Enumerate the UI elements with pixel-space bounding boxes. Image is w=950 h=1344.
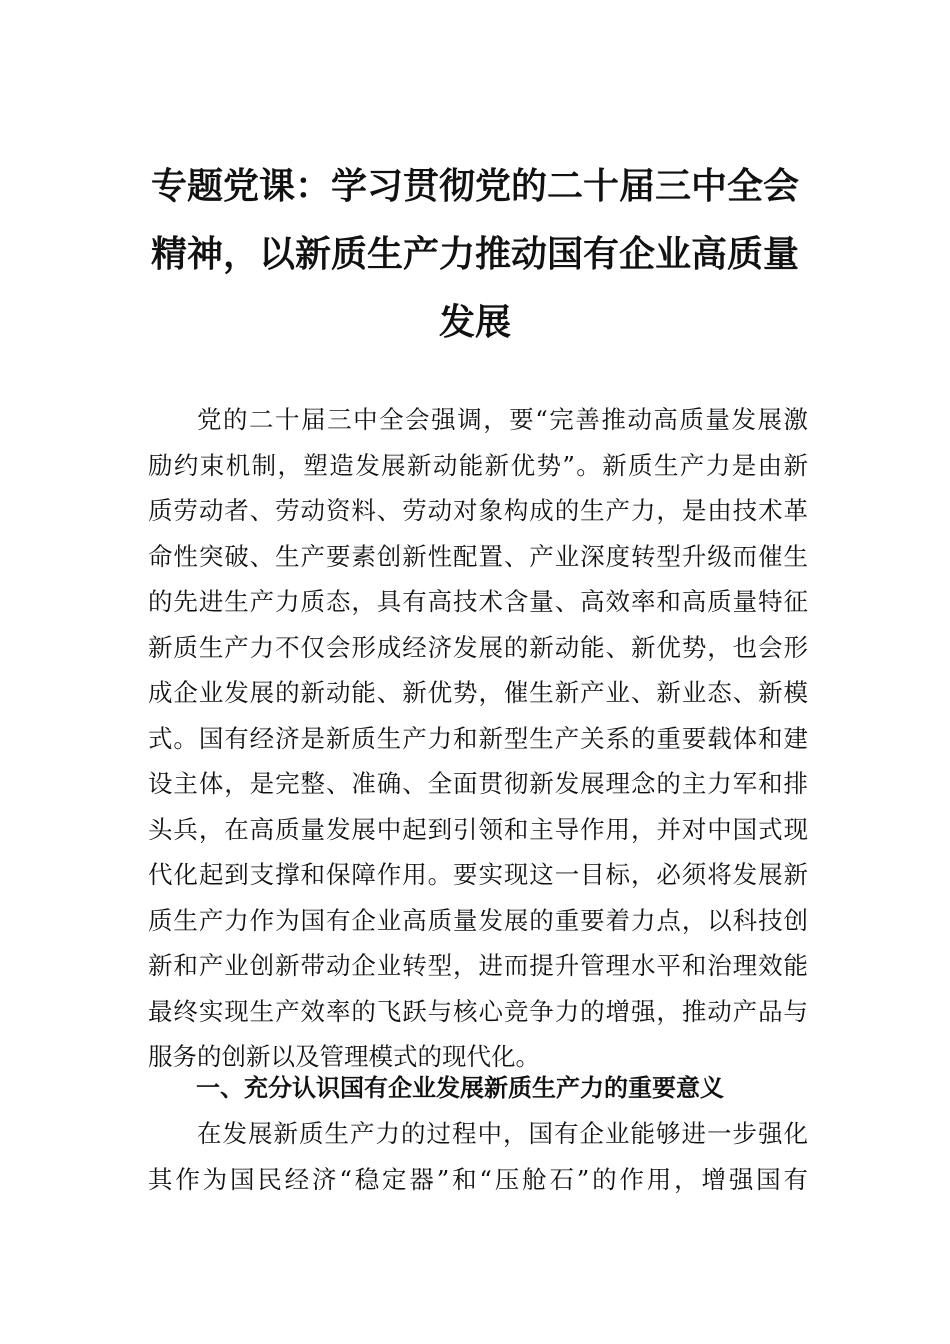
section-paragraph [148, 1111, 808, 1202]
title-line: 专题党课：学习贯彻党的二十届三中全会 [150, 165, 799, 207]
paragraph-line: 质生产力作为国有企业高质量发展的重要着力点，以科技创 [148, 905, 808, 935]
paragraph-line: 头兵，在高质量发展中起到引领和主导作用，并对中国式现 [148, 814, 808, 844]
paragraph-line: 励约束机制，塑造发展新动能新优势”。新质生产力是由新 [148, 450, 808, 480]
paragraph-line: 式。国有经济是新质生产力和新型生产关系的重要载体和建 [148, 723, 808, 753]
paragraph-line: 新和产业创新带动企业转型，进而提升管理水平和治理效能 [148, 951, 808, 980]
paragraph-line: 最终实现生产效率的飞跃与核心竞争力的增强，推动产品与 [148, 996, 808, 1026]
paragraph-line: 党的二十届三中全会强调，要“完善推动高质量发展激 [197, 405, 808, 434]
paragraph-line: 命性突破、生产要素创新性配置、产业深度转型升级而催生 [148, 541, 808, 571]
title-line: 发展 [438, 301, 511, 343]
document-title [148, 152, 802, 356]
paragraph-line: 新质生产力不仅会形成经济发展的新动能、新优势，也会形 [148, 632, 808, 662]
paragraph-line: 代化起到支撑和保障作用。要实现这一目标，必须将发展新 [148, 860, 808, 889]
paragraph-line: 服务的创新以及管理模式的现代化。 [148, 1042, 540, 1071]
title-line: 精神，以新质生产力推动国有企业高质量 [150, 233, 799, 275]
paragraph-line: 的先进生产力质态，具有高技术含量、高效率和高质量特征 [148, 587, 808, 616]
paragraph-line: 其作为国民经济“稳定器”和“压舱石”的作用，增强国有 [148, 1164, 808, 1194]
paragraph-line: 设主体，是完整、准确、全面贯彻新发展理念的主力军和排 [148, 769, 808, 798]
section-heading: 一、充分认识国有企业发展新质生产力的重要意义 [196, 1074, 724, 1102]
paragraph-line: 在发展新质生产力的过程中，国有企业能够进一步强化 [197, 1119, 808, 1148]
paragraph-line: 质劳动者、劳动资料、劳动对象构成的生产力，是由技术革 [148, 496, 808, 525]
intro-paragraph [148, 397, 808, 1080]
paragraph-line: 成企业发展的新动能、新优势，催生新产业、新业态、新模 [148, 678, 808, 707]
